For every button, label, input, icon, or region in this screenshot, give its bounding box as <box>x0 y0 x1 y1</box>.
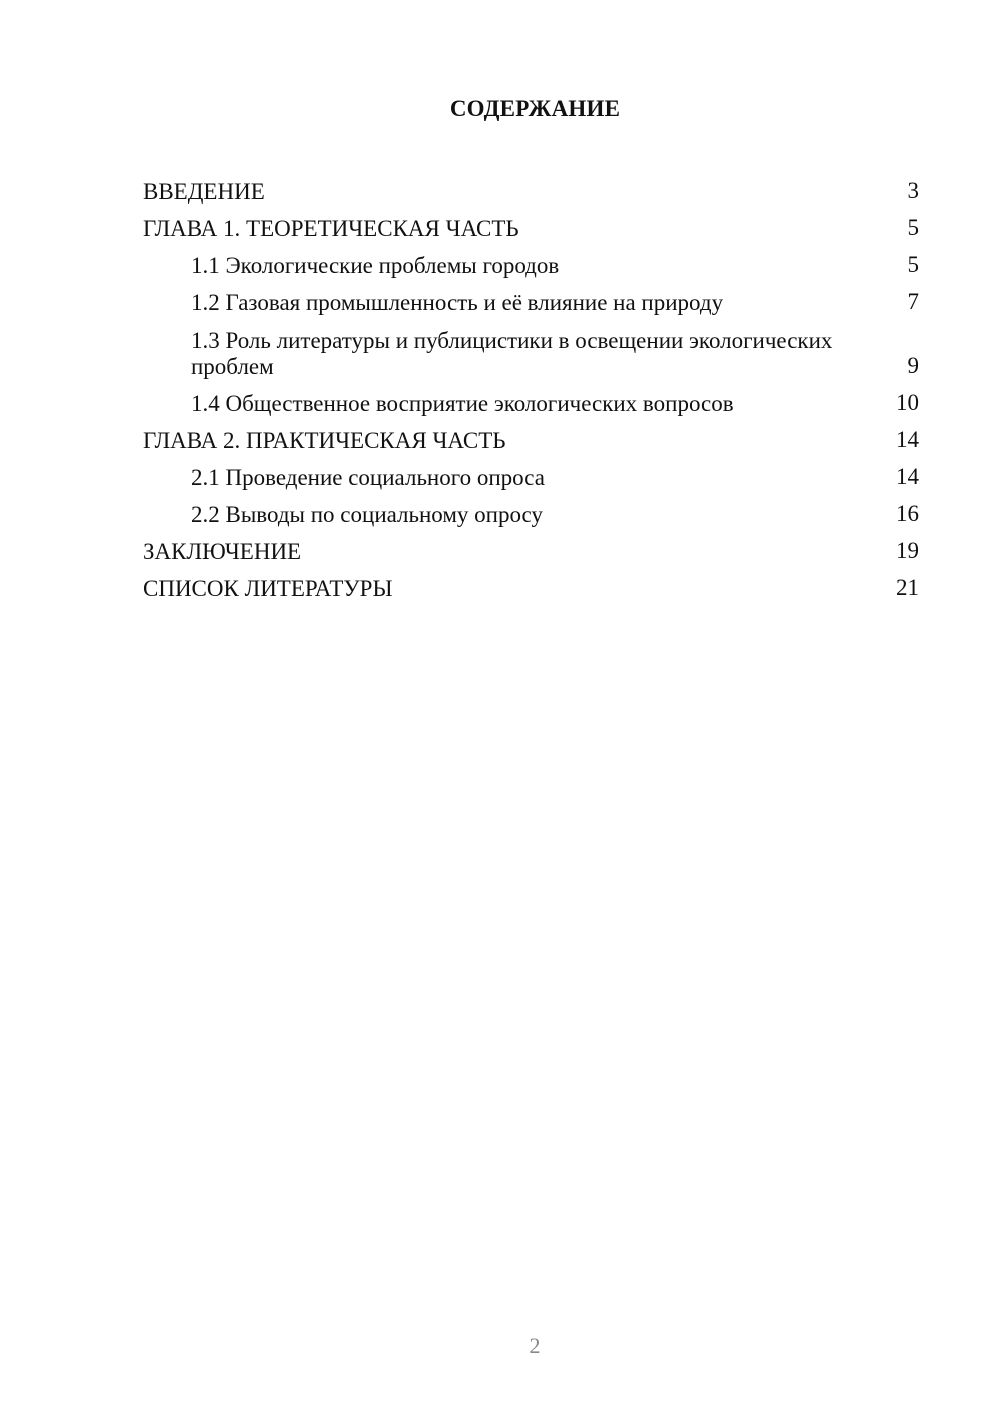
toc-entry-label: 1.3 Роль литературы и публицистики в освещении экологических проблем <box>191 328 833 379</box>
page-number: 2 <box>529 1333 541 1358</box>
toc-entry-page: 19 <box>896 538 919 563</box>
toc-entry-page: 21 <box>896 575 919 600</box>
toc-subentry[interactable] <box>143 242 919 279</box>
toc-entry-page: 9 <box>907 353 919 378</box>
toc-entry[interactable] <box>143 417 919 454</box>
toc-entry-page: 14 <box>896 427 919 452</box>
toc-entry-label: ВВЕДЕНИЕ <box>143 179 265 204</box>
toc-subentry[interactable] <box>143 454 919 491</box>
toc-entry-label: 1.1 Экологические проблемы городов <box>191 253 560 278</box>
toc-entry-page: 16 <box>896 501 919 526</box>
toc-entry-page: 10 <box>896 390 919 415</box>
table-of-contents <box>143 168 919 602</box>
toc-entry-label: 2.1 Проведение социального опроса <box>191 465 545 490</box>
toc-entry-label: СПИСОК ЛИТЕРАТУРЫ <box>143 576 393 601</box>
toc-entry-label: 1.2 Газовая промышленность и её влияние на природу <box>191 290 724 315</box>
toc-entry-label: ЗАКЛЮЧЕНИЕ <box>143 539 302 564</box>
toc-entry-label: 2.2 Выводы по социальному опросу <box>191 502 543 527</box>
toc-entry-page: 5 <box>907 252 919 277</box>
toc-entry-label: ГЛАВА 1. ТЕОРЕТИЧЕСКАЯ ЧАСТЬ <box>143 216 519 241</box>
toc-subentry[interactable] <box>143 380 919 417</box>
toc-entry[interactable] <box>143 168 919 205</box>
toc-entry-label: ГЛАВА 2. ПРАКТИЧЕСКАЯ ЧАСТЬ <box>143 428 506 453</box>
toc-entry[interactable] <box>143 528 919 565</box>
toc-entry-page: 7 <box>907 289 919 314</box>
toc-entry-page: 3 <box>907 178 919 203</box>
toc-entry-page: 14 <box>896 464 919 489</box>
toc-entry-page: 5 <box>907 215 919 240</box>
toc-entry[interactable] <box>143 565 919 602</box>
toc-heading: СОДЕРЖАНИЕ <box>449 96 621 121</box>
toc-entry[interactable] <box>143 205 919 242</box>
toc-subentry[interactable] <box>143 491 919 528</box>
toc-entry-label: 1.4 Общественное восприятие экологических вопросов <box>191 391 734 416</box>
toc-subentry[interactable] <box>143 279 919 316</box>
toc-subentry[interactable] <box>143 316 919 380</box>
